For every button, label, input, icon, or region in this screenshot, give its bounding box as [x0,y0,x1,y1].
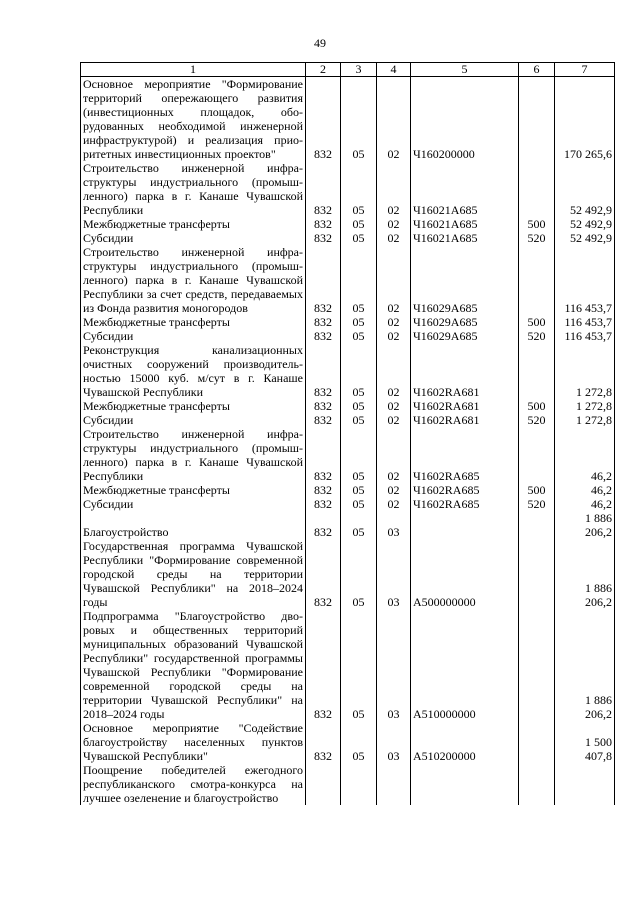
row-col4-cell: 02 [377,245,411,315]
row-col5-cell [411,763,519,805]
row-col5-cell: Ч1602RА681 [411,413,519,427]
row-col6-cell [519,343,555,399]
row-col3-cell [341,763,377,805]
column-header-5: 5 [411,63,519,77]
row-col6-cell: 500 [519,399,555,413]
table-row [81,763,615,805]
row-col4-cell: 02 [377,315,411,329]
row-name-cell: Субсидии [81,413,306,427]
budget-table [80,62,615,805]
table-row [81,329,615,343]
row-amount-cell: 1 272,8 [555,399,615,413]
row-col2-cell: 832 [306,609,341,721]
table-row [81,721,615,763]
column-header-7: 7 [555,63,615,77]
row-name-cell: Подпрограмма "Благоустройство дворовых и общественных территорий муниципальных образований Чувашской Республики" государственной программы Чувашской Республики "Формирование современной городской среды на территории Чувашской Республики" на 2018–2024 годы [81,609,306,721]
row-col5-cell: Ч1602RА685 [411,497,519,511]
row-amount-cell: 1 272,8 [555,343,615,399]
row-col2-cell: 832 [306,343,341,399]
row-name-cell: Строительство инженерной инфраструктуры индустриального (промышленного) парка в г. Канаше Чувашской Республики [81,427,306,483]
row-name-cell: Строительство инженерной инфраструктуры индустриального (промышленного) парка в г. Канаше Чувашской Республики за счет средств, передаваемых из Фонда развития моногородов [81,245,306,315]
column-header-4: 4 [377,63,411,77]
row-name-cell: Межбюджетные трансферты [81,315,306,329]
row-col2-cell: 832 [306,315,341,329]
table-row [81,217,615,231]
row-col3-cell: 05 [341,77,377,162]
row-col6-cell [519,763,555,805]
row-col4-cell: 02 [377,329,411,343]
row-amount-cell: 1 886 206,2 [555,609,615,721]
row-col5-cell: Ч16029А685 [411,245,519,315]
row-col2-cell: 832 [306,511,341,539]
row-amount-cell: 116 453,7 [555,245,615,315]
row-col5-cell: Ч1602RА681 [411,343,519,399]
row-col3-cell: 05 [341,161,377,217]
row-name-cell: Субсидии [81,497,306,511]
row-col2-cell [306,763,341,805]
table-row [81,77,615,162]
row-col5-cell: Ч16029А685 [411,329,519,343]
table-row [81,315,615,329]
column-header-6: 6 [519,63,555,77]
row-col3-cell: 05 [341,231,377,245]
row-col3-cell: 05 [341,497,377,511]
row-amount-cell: 46,2 [555,427,615,483]
row-amount-cell: 116 453,7 [555,315,615,329]
row-name-cell: Межбюджетные трансферты [81,399,306,413]
row-col6-cell [519,721,555,763]
row-col5-cell: Ч16021А685 [411,161,519,217]
row-name-cell: Основное мероприятие "Формирование территорий опережающего развития (инвестиционных площадок, оборудованных необходимой инженерной инфраструктурой) и реализация приоритетных инвестиционных проектов" [81,77,306,162]
row-col4-cell: 02 [377,217,411,231]
row-col3-cell: 05 [341,329,377,343]
row-col2-cell: 832 [306,721,341,763]
row-col4-cell: 02 [377,413,411,427]
row-amount-cell: 52 492,9 [555,161,615,217]
row-col6-cell [519,539,555,609]
row-col5-cell: Ч16021А685 [411,217,519,231]
row-col6-cell [519,161,555,217]
row-col2-cell: 832 [306,427,341,483]
row-amount-cell: 52 492,9 [555,231,615,245]
table-row [81,483,615,497]
row-col6-cell [519,609,555,721]
row-name-cell: Поощрение победителей ежегодного республиканского смотра-конкурса на лучшее озеленение и благоустройство [81,763,306,805]
row-col6-cell: 520 [519,329,555,343]
row-name-cell: Межбюджетные трансферты [81,217,306,231]
row-name-cell: Реконструкция канализационных очистных сооружений производительностью 15000 куб. м/сут в г. Канаше Чувашской Республики [81,343,306,399]
row-amount-cell: 1 886 206,2 [555,539,615,609]
row-col6-cell: 520 [519,413,555,427]
row-col4-cell: 02 [377,343,411,399]
header-row [81,63,615,77]
row-col5-cell: Ч1602RА681 [411,399,519,413]
row-amount-cell: 52 492,9 [555,217,615,231]
row-col5-cell: А500000000 [411,539,519,609]
row-col4-cell: 03 [377,721,411,763]
row-col5-cell: Ч160200000 [411,77,519,162]
row-col6-cell [519,511,555,539]
row-col4-cell: 02 [377,497,411,511]
row-col2-cell: 832 [306,231,341,245]
row-col3-cell: 05 [341,399,377,413]
row-col2-cell: 832 [306,77,341,162]
row-amount-cell: 170 265,6 [555,77,615,162]
row-col3-cell: 05 [341,609,377,721]
row-col4-cell: 02 [377,231,411,245]
row-col6-cell [519,427,555,483]
table-row [81,413,615,427]
table-row [81,511,615,539]
row-amount-cell: 1 886 206,2 [555,511,615,539]
row-name-cell: Основное мероприятие "Содействие благоустройству населенных пунктов Чувашской Республики" [81,721,306,763]
row-col2-cell: 832 [306,497,341,511]
row-col4-cell [377,763,411,805]
row-name-cell: Межбюджетные трансферты [81,483,306,497]
row-col2-cell: 832 [306,217,341,231]
column-header-2: 2 [306,63,341,77]
table-row [81,245,615,315]
row-col3-cell: 05 [341,217,377,231]
row-col6-cell: 520 [519,497,555,511]
row-col5-cell: Ч1602RА685 [411,483,519,497]
row-col3-cell: 05 [341,483,377,497]
row-amount-cell: 1 500 407,8 [555,721,615,763]
row-col5-cell: А510000000 [411,609,519,721]
row-col6-cell: 500 [519,483,555,497]
row-col3-cell: 05 [341,511,377,539]
table-row [81,497,615,511]
table-row [81,539,615,609]
row-col2-cell: 832 [306,539,341,609]
table-row [81,161,615,217]
column-header-1: 1 [81,63,306,77]
row-col4-cell: 03 [377,511,411,539]
row-col6-cell: 500 [519,217,555,231]
row-col3-cell: 05 [341,427,377,483]
table-row [81,427,615,483]
page-number: 49 [314,36,326,50]
row-col4-cell: 03 [377,609,411,721]
row-col3-cell: 05 [341,413,377,427]
row-col3-cell: 05 [341,539,377,609]
table-row [81,609,615,721]
column-header-3: 3 [341,63,377,77]
table-row [81,343,615,399]
row-col4-cell: 03 [377,539,411,609]
row-col2-cell: 832 [306,399,341,413]
row-col6-cell: 520 [519,231,555,245]
row-amount-cell: 46,2 [555,483,615,497]
row-col4-cell: 02 [377,427,411,483]
row-col5-cell: А510200000 [411,721,519,763]
row-col4-cell: 02 [377,399,411,413]
table-body [81,77,615,806]
row-col3-cell: 05 [341,245,377,315]
row-col3-cell: 05 [341,721,377,763]
row-name-cell: Государственная программа Чувашской Республики "Формирование современной городской среды на территории Чувашской Республики" на 2018–2024 годы [81,539,306,609]
row-name-cell: Строительство инженерной инфраструктуры индустриального (промышленного) парка в г. Канаше Чувашской Республики [81,161,306,217]
row-col6-cell [519,77,555,162]
row-col2-cell: 832 [306,483,341,497]
row-col2-cell: 832 [306,161,341,217]
row-amount-cell: 1 272,8 [555,413,615,427]
row-col5-cell: Ч1602RА685 [411,427,519,483]
row-name-cell: Благоустройство [81,511,306,539]
row-col3-cell: 05 [341,315,377,329]
row-col6-cell: 500 [519,315,555,329]
row-amount-cell [555,763,615,805]
row-col4-cell: 02 [377,77,411,162]
row-col4-cell: 02 [377,161,411,217]
row-col2-cell: 832 [306,329,341,343]
row-col5-cell: Ч16029А685 [411,315,519,329]
row-col2-cell: 832 [306,245,341,315]
row-col6-cell [519,245,555,315]
row-name-cell: Субсидии [81,231,306,245]
table-row [81,231,615,245]
row-col5-cell [411,511,519,539]
row-col5-cell: Ч16021А685 [411,231,519,245]
row-col3-cell: 05 [341,343,377,399]
row-amount-cell: 116 453,7 [555,329,615,343]
row-col2-cell: 832 [306,413,341,427]
row-name-cell: Субсидии [81,329,306,343]
row-col4-cell: 02 [377,483,411,497]
table-row [81,399,615,413]
row-amount-cell: 46,2 [555,497,615,511]
